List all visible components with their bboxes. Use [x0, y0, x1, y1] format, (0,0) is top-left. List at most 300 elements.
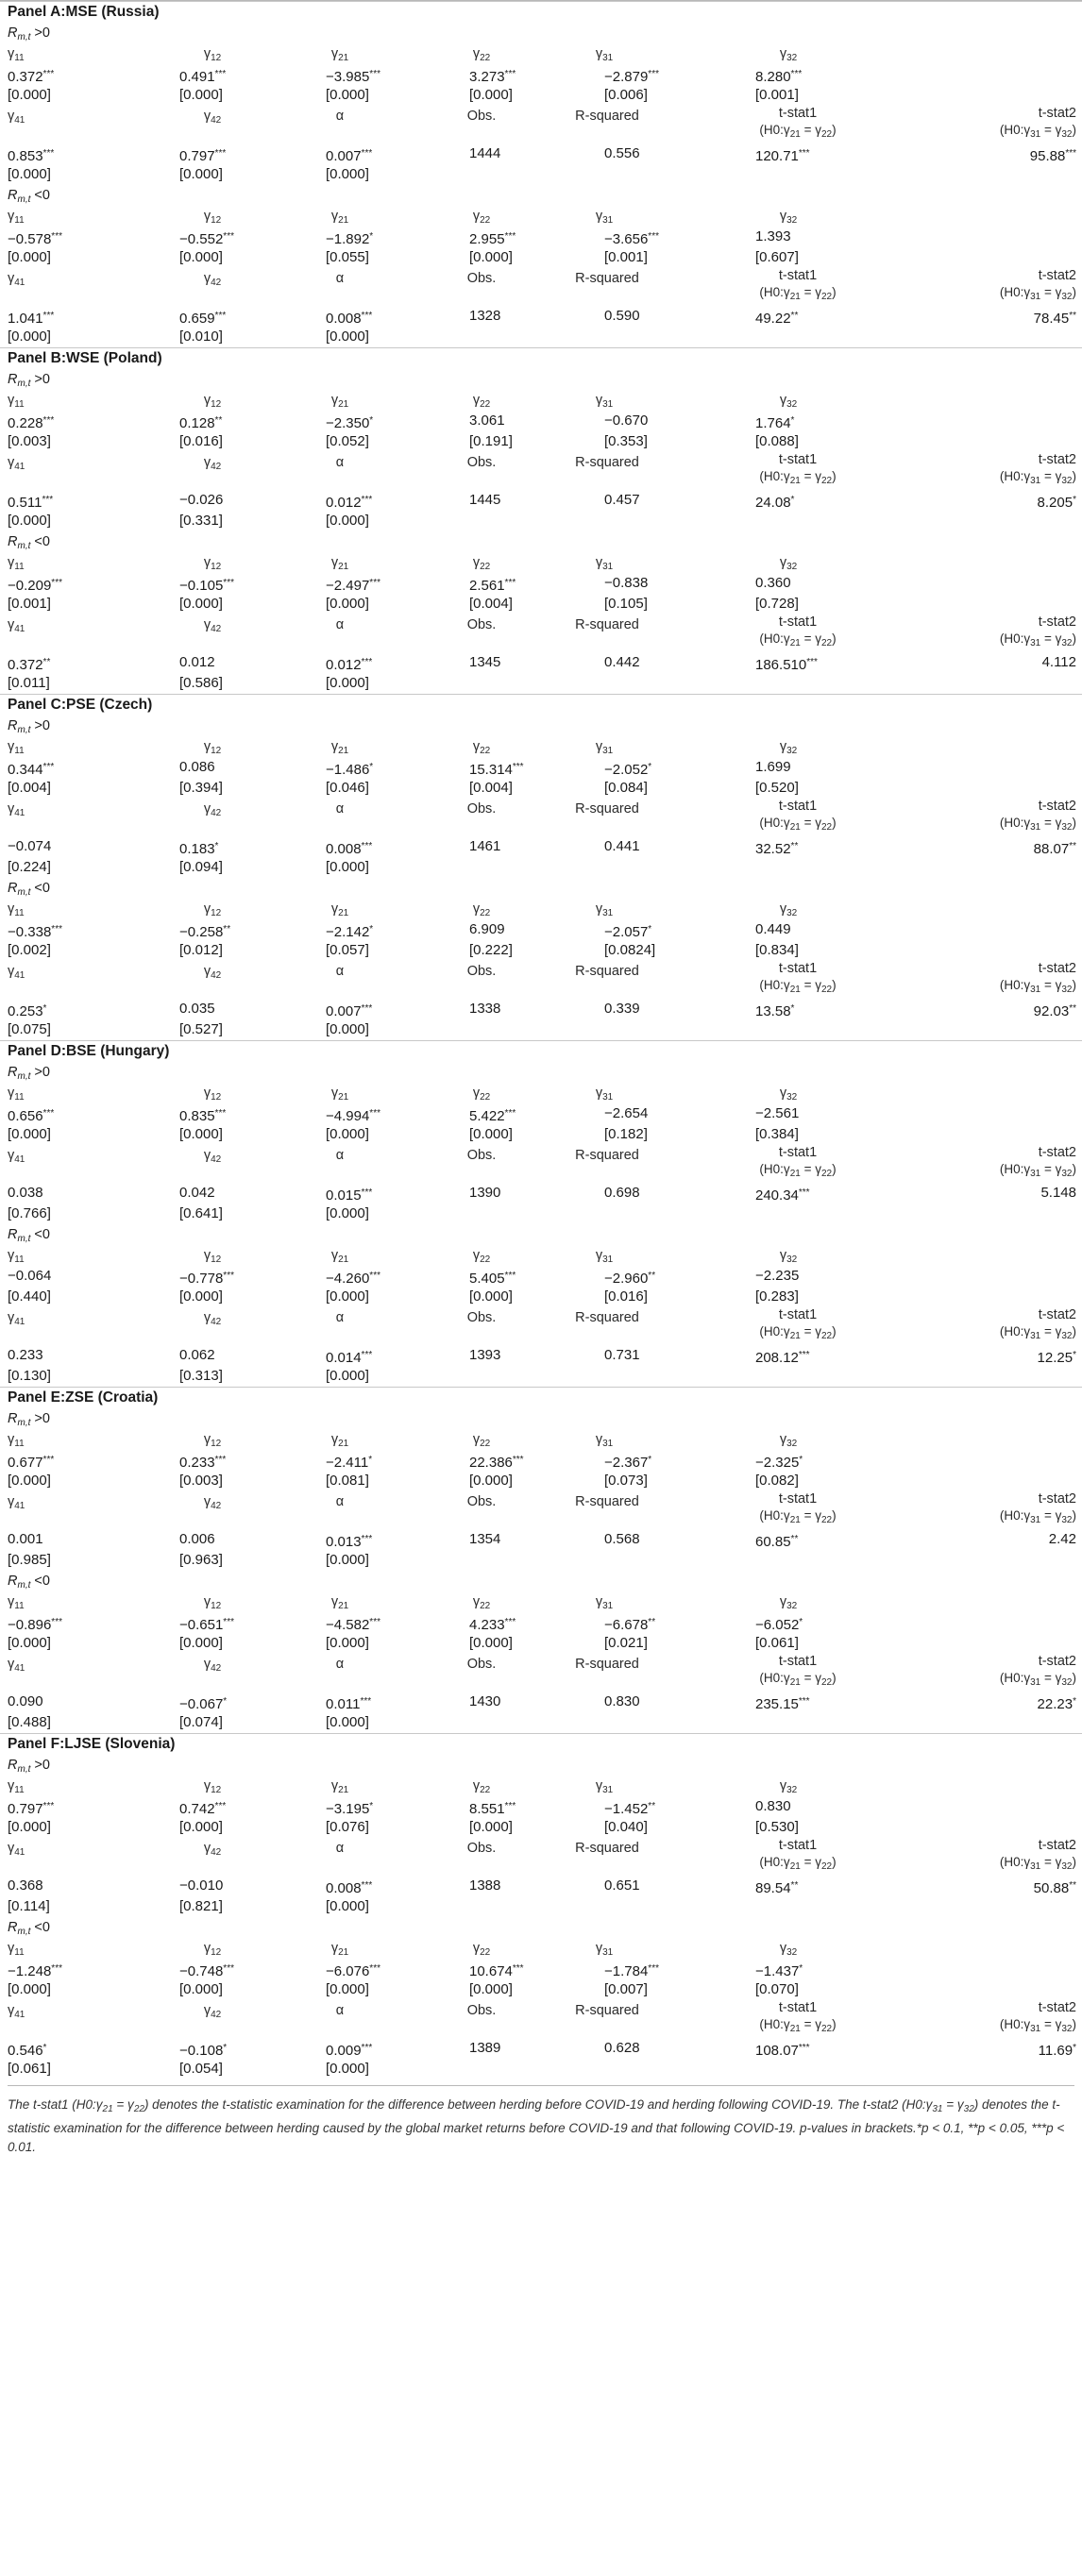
- coef-header-row: [0, 43, 1082, 64]
- stat-value: 1461: [469, 838, 501, 854]
- stat-value: 0.830: [604, 1693, 640, 1709]
- coef-value: −3.195*: [326, 1801, 374, 1817]
- header-tstat1: t-stat1 $(H0:\gamma_{21} = \gamma_{22})$: [759, 1838, 837, 1872]
- header-tstat2: t-stat2 $(H0:\gamma_{31} = \gamma_{32})$: [999, 961, 1076, 995]
- stat-value: 235.15***: [755, 1696, 810, 1712]
- p-value: [0.002]: [8, 942, 51, 958]
- pvalue-row: [0, 857, 1082, 878]
- p-value: [0.000]: [326, 675, 369, 691]
- header-γ21: $\gamma_{21}$: [330, 209, 349, 226]
- p-value: [0.000]: [469, 1473, 513, 1489]
- header-R-squared: R-squared: [575, 1841, 639, 1856]
- coef-value: −2.325*: [755, 1455, 803, 1471]
- header-γ11: $\gamma_{11}$: [8, 1248, 25, 1265]
- header-γ21: $\gamma_{21}$: [330, 739, 349, 756]
- stat-value: 0.546*: [8, 2043, 47, 2059]
- p-value: [0.607]: [755, 249, 799, 265]
- panel-title-row: [0, 1040, 1082, 1062]
- header-tstat2: t-stat2 $(H0:\gamma_{31} = \gamma_{32})$: [999, 452, 1076, 486]
- p-value: [0.001]: [604, 249, 648, 265]
- p-value: [0.130]: [8, 1368, 51, 1384]
- stat-value: 0.368: [8, 1877, 43, 1894]
- p-value: [0.000]: [469, 1126, 513, 1142]
- p-value: [0.070]: [755, 1981, 799, 1997]
- coef-value: −2.879***: [604, 69, 659, 85]
- coef-header-row: [0, 899, 1082, 919]
- p-value: [0.073]: [604, 1473, 648, 1489]
- header-γ32: $\gamma_{32}$: [779, 46, 798, 63]
- stat-value: 0.012: [179, 654, 215, 670]
- coef-value: 4.233***: [469, 1617, 516, 1633]
- header-γ11: $\gamma_{11}$: [8, 901, 25, 918]
- stat-value: 0.008***: [326, 311, 373, 327]
- p-value: [0.000]: [179, 249, 223, 265]
- header-γ32: $\gamma_{32}$: [779, 209, 798, 226]
- pvalue-row: [0, 1124, 1082, 1145]
- stat-value: 0.011***: [326, 1696, 372, 1712]
- coef-value: −1.452**: [604, 1801, 656, 1817]
- stat-value: 49.22**: [755, 311, 799, 327]
- condition-label: $R_{m,t} <0$: [8, 1574, 50, 1591]
- header-γ11: $\gamma_{11}$: [8, 555, 25, 572]
- coef-value: 5.405***: [469, 1271, 516, 1287]
- header-Obs.: Obs.: [466, 801, 497, 817]
- coef-value: 0.677***: [8, 1455, 55, 1471]
- condition-label: $R_{m,t} <0$: [8, 1227, 50, 1244]
- header-α: α: [335, 1494, 345, 1509]
- panel-title-row: [0, 1387, 1082, 1408]
- p-value: [0.000]: [469, 1981, 513, 1997]
- stat-value: 78.45**: [1033, 311, 1076, 327]
- coef-value: 2.955***: [469, 231, 516, 247]
- stat-value-row: [0, 652, 1082, 673]
- p-value: [0.000]: [8, 328, 51, 345]
- coef-header-row: [0, 552, 1082, 573]
- p-value: [0.834]: [755, 942, 799, 958]
- stat-value: 0.038: [8, 1185, 43, 1201]
- coef-value-row: [0, 1959, 1082, 1979]
- p-value: [0.076]: [326, 1819, 369, 1835]
- stat-value: 0.511***: [8, 495, 54, 511]
- p-value: [0.000]: [326, 166, 369, 182]
- coef-value: 0.491***: [179, 69, 227, 85]
- pvalue-row: [0, 1204, 1082, 1224]
- coef-value: 0.233***: [179, 1455, 227, 1471]
- p-value: [0.000]: [326, 1714, 369, 1730]
- p-value: [0.004]: [469, 780, 513, 796]
- header-α: α: [335, 964, 345, 979]
- p-value: [0.000]: [469, 87, 513, 103]
- p-value: [0.000]: [469, 249, 513, 265]
- coef-header-row: [0, 1083, 1082, 1103]
- coef-value: 0.360: [755, 575, 791, 591]
- condition-row: [0, 878, 1082, 899]
- stat-value: 120.71***: [755, 148, 810, 164]
- p-value: [0.000]: [469, 1288, 513, 1305]
- pvalue-row: [0, 1550, 1082, 1571]
- header-γ42: $\gamma_{42}$: [203, 455, 222, 472]
- stat-header-row: [0, 1654, 1082, 1692]
- header-γ41: $\gamma_{41}$: [8, 1148, 25, 1165]
- stat-value: 240.34***: [755, 1187, 810, 1204]
- condition-row: [0, 1062, 1082, 1083]
- p-value: [0.094]: [179, 859, 223, 875]
- p-value: [0.081]: [326, 1473, 369, 1489]
- pvalue-row: [0, 1633, 1082, 1654]
- header-γ21: $\gamma_{21}$: [330, 46, 349, 63]
- header-γ21: $\gamma_{21}$: [330, 1248, 349, 1265]
- header-tstat1: t-stat1 $(H0:\gamma_{21} = \gamma_{22})$: [759, 1307, 837, 1341]
- header-γ31: $\gamma_{31}$: [595, 1086, 614, 1103]
- header-Obs.: Obs.: [466, 617, 497, 632]
- p-value: [0.000]: [179, 1126, 223, 1142]
- p-value: [0.283]: [755, 1288, 799, 1305]
- stat-value: 1328: [469, 308, 501, 324]
- stat-value-row: [0, 1529, 1082, 1550]
- header-R-squared: R-squared: [575, 109, 639, 124]
- header-γ22: $\gamma_{22}$: [472, 901, 491, 918]
- p-value: [0.000]: [8, 87, 51, 103]
- p-value: [0.055]: [326, 249, 369, 265]
- stat-value: 89.54**: [755, 1880, 799, 1896]
- panel-title: Panel B:WSE (Poland): [8, 350, 162, 366]
- header-γ42: $\gamma_{42}$: [203, 109, 222, 126]
- header-γ11: $\gamma_{11}$: [8, 1941, 25, 1958]
- stat-value: 1389: [469, 2040, 501, 2056]
- header-Obs.: Obs.: [466, 1148, 497, 1163]
- header-γ31: $\gamma_{31}$: [595, 393, 614, 410]
- p-value: [0.016]: [604, 1288, 648, 1305]
- stat-value: 0.007***: [326, 1003, 373, 1019]
- stat-value: −0.074: [8, 838, 52, 854]
- header-γ12: $\gamma_{12}$: [203, 46, 222, 63]
- header-γ42: $\gamma_{42}$: [203, 1148, 222, 1165]
- stat-value: 1345: [469, 654, 501, 670]
- p-value: [0.191]: [469, 433, 513, 449]
- coef-value: −1.892*: [326, 231, 374, 247]
- condition-row: [0, 369, 1082, 390]
- condition-label: $R_{m,t} <0$: [8, 188, 50, 205]
- stat-value: 24.08*: [755, 495, 795, 511]
- header-γ42: $\gamma_{42}$: [203, 271, 222, 288]
- stat-value: 0.698: [604, 1185, 640, 1201]
- coef-value: 1.699: [755, 759, 791, 775]
- stat-header-row: [0, 2000, 1082, 2038]
- header-γ41: $\gamma_{41}$: [8, 617, 25, 634]
- header-γ12: $\gamma_{12}$: [203, 1432, 222, 1449]
- stat-value: 1430: [469, 1693, 501, 1709]
- coef-value: −2.497***: [326, 578, 380, 594]
- p-value: [0.963]: [179, 1552, 223, 1568]
- header-γ21: $\gamma_{21}$: [330, 555, 349, 572]
- header-γ32: $\gamma_{32}$: [779, 1432, 798, 1449]
- condition-label: $R_{m,t} >0$: [8, 372, 50, 389]
- header-γ41: $\gamma_{41}$: [8, 1841, 25, 1858]
- pvalue-row: [0, 431, 1082, 452]
- p-value: [0.082]: [755, 1473, 799, 1489]
- stat-value-row: [0, 999, 1082, 1019]
- stat-value: 0.731: [604, 1347, 640, 1363]
- coef-value: −0.778***: [179, 1271, 234, 1287]
- condition-label: $R_{m,t} >0$: [8, 718, 50, 735]
- stat-header-row: [0, 1838, 1082, 1876]
- p-value: [0.000]: [326, 596, 369, 612]
- pvalue-row: [0, 1979, 1082, 2000]
- header-γ32: $\gamma_{32}$: [779, 1778, 798, 1795]
- p-value: [0.331]: [179, 513, 223, 529]
- p-value: [0.061]: [755, 1635, 799, 1651]
- header-γ42: $\gamma_{42}$: [203, 801, 222, 818]
- header-γ31: $\gamma_{31}$: [595, 209, 614, 226]
- p-value: [0.313]: [179, 1368, 223, 1384]
- p-value: [0.000]: [8, 1819, 51, 1835]
- header-γ22: $\gamma_{22}$: [472, 46, 491, 63]
- p-value: [0.040]: [604, 1819, 648, 1835]
- header-γ42: $\gamma_{42}$: [203, 2003, 222, 2020]
- coef-value-row: [0, 919, 1082, 940]
- coef-value: 0.128**: [179, 415, 223, 431]
- stat-header-row: [0, 961, 1082, 999]
- coef-value: 0.228***: [8, 415, 55, 431]
- condition-row: [0, 23, 1082, 43]
- coef-value: 22.386***: [469, 1455, 524, 1471]
- p-value: [0.003]: [179, 1473, 223, 1489]
- stat-value-row: [0, 1692, 1082, 1712]
- coef-value: 0.797***: [8, 1801, 55, 1817]
- header-γ11: $\gamma_{11}$: [8, 1778, 25, 1795]
- header-γ12: $\gamma_{12}$: [203, 1941, 222, 1958]
- pvalue-row: [0, 594, 1082, 615]
- header-R-squared: R-squared: [575, 2003, 639, 2018]
- condition-label: $R_{m,t} >0$: [8, 1758, 50, 1775]
- pvalue-row: [0, 511, 1082, 531]
- pvalue-row: [0, 673, 1082, 694]
- header-γ11: $\gamma_{11}$: [8, 1432, 25, 1449]
- coef-value: −2.960**: [604, 1271, 656, 1287]
- condition-row: [0, 1571, 1082, 1591]
- header-γ22: $\gamma_{22}$: [472, 209, 491, 226]
- p-value: [0.000]: [8, 1126, 51, 1142]
- header-tstat2: t-stat2 $(H0:\gamma_{31} = \gamma_{32})$: [999, 1307, 1076, 1341]
- stat-value: 0.007***: [326, 148, 373, 164]
- stat-value: 1445: [469, 492, 501, 508]
- pvalue-row: [0, 940, 1082, 961]
- coef-header-row: [0, 736, 1082, 757]
- coef-value: −2.367*: [604, 1455, 652, 1471]
- p-value: [0.004]: [8, 780, 51, 796]
- header-tstat1: t-stat1 $(H0:\gamma_{21} = \gamma_{22})$: [759, 1491, 837, 1525]
- stat-value-row: [0, 836, 1082, 857]
- header-γ21: $\gamma_{21}$: [330, 1594, 349, 1611]
- coef-value: −6.052*: [755, 1617, 803, 1633]
- stat-value: −0.010: [179, 1877, 224, 1894]
- p-value: [0.000]: [469, 1635, 513, 1651]
- header-γ32: $\gamma_{32}$: [779, 901, 798, 918]
- stat-value: 5.148: [1040, 1185, 1076, 1201]
- p-value: [0.766]: [8, 1205, 51, 1221]
- condition-label: $R_{m,t} >0$: [8, 1065, 50, 1082]
- p-value: [0.052]: [326, 433, 369, 449]
- header-γ32: $\gamma_{32}$: [779, 1086, 798, 1103]
- coef-header-row: [0, 390, 1082, 411]
- header-R-squared: R-squared: [575, 964, 639, 979]
- coef-value-row: [0, 573, 1082, 594]
- header-tstat2: t-stat2 $(H0:\gamma_{31} = \gamma_{32})$: [999, 799, 1076, 833]
- p-value: [0.000]: [8, 249, 51, 265]
- coef-value: 0.742***: [179, 1801, 227, 1817]
- stat-value: 1338: [469, 1001, 501, 1017]
- p-value: [0.088]: [755, 433, 799, 449]
- p-value: [0.394]: [179, 780, 223, 796]
- header-γ31: $\gamma_{31}$: [595, 1432, 614, 1449]
- header-γ12: $\gamma_{12}$: [203, 901, 222, 918]
- coef-value: −0.064: [8, 1268, 52, 1284]
- stat-value: 0.659***: [179, 311, 227, 327]
- coef-header-row: [0, 1245, 1082, 1266]
- stat-value: 0.590: [604, 308, 640, 324]
- stat-value: 12.25*: [1037, 1350, 1076, 1366]
- coef-value-row: [0, 757, 1082, 778]
- p-value: [0.016]: [179, 433, 223, 449]
- header-tstat2: t-stat2 $(H0:\gamma_{31} = \gamma_{32})$: [999, 106, 1076, 140]
- p-value: [0.000]: [8, 1981, 51, 1997]
- p-value: [0.000]: [8, 166, 51, 182]
- stat-value: 108.07***: [755, 2043, 810, 2059]
- header-R-squared: R-squared: [575, 1494, 639, 1509]
- coef-value: −0.209***: [8, 578, 62, 594]
- stat-value: 0.035: [179, 1001, 215, 1017]
- coef-value: 0.449: [755, 921, 791, 937]
- p-value: [0.384]: [755, 1126, 799, 1142]
- coef-value: −2.235: [755, 1268, 800, 1284]
- p-value: [0.000]: [326, 1981, 369, 1997]
- pvalue-row: [0, 1287, 1082, 1307]
- p-value: [0.000]: [326, 1205, 369, 1221]
- p-value: [0.353]: [604, 433, 648, 449]
- coef-value: 1.764*: [755, 415, 795, 431]
- panel-title: Panel F:LJSE (Slovenia): [8, 1736, 176, 1752]
- stat-value: 186.510***: [755, 657, 818, 673]
- coef-value: 0.372***: [8, 69, 55, 85]
- stat-value: 88.07**: [1033, 841, 1076, 857]
- condition-row: [0, 716, 1082, 736]
- p-value: [0.0824]: [604, 942, 656, 958]
- condition-label: $R_{m,t} <0$: [8, 1920, 50, 1937]
- coef-value: −4.582***: [326, 1617, 380, 1633]
- coef-value: −2.057*: [604, 924, 652, 940]
- header-γ12: $\gamma_{12}$: [203, 1248, 222, 1265]
- stat-value: 2.42: [1048, 1531, 1076, 1547]
- stat-value: 1393: [469, 1347, 501, 1363]
- header-tstat1: t-stat1 $(H0:\gamma_{21} = \gamma_{22})$: [759, 106, 837, 140]
- stat-value: 208.12***: [755, 1350, 810, 1366]
- stat-value: 32.52**: [755, 841, 799, 857]
- p-value: [0.000]: [8, 513, 51, 529]
- stat-header-row: [0, 106, 1082, 143]
- stat-value: 60.85**: [755, 1534, 799, 1550]
- panel-title-row: [0, 347, 1082, 369]
- stat-value: 0.012***: [326, 657, 373, 673]
- p-value: [0.440]: [8, 1288, 51, 1305]
- p-value: [0.001]: [755, 87, 799, 103]
- coef-value: −6.678**: [604, 1617, 656, 1633]
- header-R-squared: R-squared: [575, 1148, 639, 1163]
- header-γ12: $\gamma_{12}$: [203, 739, 222, 756]
- header-α: α: [335, 1657, 345, 1672]
- header-γ42: $\gamma_{42}$: [203, 1657, 222, 1674]
- stat-value-row: [0, 490, 1082, 511]
- header-γ12: $\gamma_{12}$: [203, 393, 222, 410]
- p-value: [0.004]: [469, 596, 513, 612]
- coef-value-row: [0, 1266, 1082, 1287]
- p-value: [0.520]: [755, 780, 799, 796]
- stat-value: 0.372**: [8, 657, 51, 673]
- p-value: [0.000]: [326, 1552, 369, 1568]
- header-tstat2: t-stat2 $(H0:\gamma_{31} = \gamma_{32})$: [999, 615, 1076, 648]
- panel-title-row: [0, 1733, 1082, 1755]
- header-α: α: [335, 801, 345, 817]
- header-γ31: $\gamma_{31}$: [595, 901, 614, 918]
- p-value: [0.000]: [179, 166, 223, 182]
- header-γ41: $\gamma_{41}$: [8, 2003, 25, 2020]
- header-Obs.: Obs.: [466, 2003, 497, 2018]
- coef-value: −3.985***: [326, 69, 380, 85]
- header-γ22: $\gamma_{22}$: [472, 1778, 491, 1795]
- p-value: [0.222]: [469, 942, 513, 958]
- p-value: [0.001]: [8, 596, 51, 612]
- header-tstat1: t-stat1 $(H0:\gamma_{21} = \gamma_{22})$: [759, 2000, 837, 2034]
- header-γ22: $\gamma_{22}$: [472, 1086, 491, 1103]
- stat-value: 0.009***: [326, 2043, 373, 2059]
- coef-value-row: [0, 64, 1082, 85]
- stat-value: 1444: [469, 145, 501, 161]
- header-γ21: $\gamma_{21}$: [330, 1432, 349, 1449]
- pvalue-row: [0, 247, 1082, 268]
- p-value: [0.000]: [326, 328, 369, 345]
- coef-value: −1.784***: [604, 1963, 659, 1979]
- stat-value: 0.062: [179, 1347, 215, 1363]
- header-γ22: $\gamma_{22}$: [472, 555, 491, 572]
- coef-value: −0.838: [604, 575, 649, 591]
- header-tstat1: t-stat1 $(H0:\gamma_{21} = \gamma_{22})$: [759, 1145, 837, 1179]
- p-value: [0.000]: [326, 1126, 369, 1142]
- coef-value: −4.994***: [326, 1108, 380, 1124]
- p-value: [0.000]: [179, 596, 223, 612]
- header-γ42: $\gamma_{42}$: [203, 1494, 222, 1511]
- coef-header-row: [0, 1776, 1082, 1796]
- header-γ32: $\gamma_{32}$: [779, 393, 798, 410]
- coef-value: 0.086: [179, 759, 215, 775]
- pvalue-row: [0, 1712, 1082, 1733]
- p-value: [0.000]: [326, 1021, 369, 1037]
- stat-header-row: [0, 268, 1082, 306]
- p-value: [0.000]: [8, 1635, 51, 1651]
- header-tstat2: t-stat2 $(H0:\gamma_{31} = \gamma_{32})$: [999, 1145, 1076, 1179]
- stat-value: 13.58*: [755, 1003, 795, 1019]
- pvalue-row: [0, 1896, 1082, 1917]
- header-γ32: $\gamma_{32}$: [779, 1248, 798, 1265]
- header-R-squared: R-squared: [575, 271, 639, 286]
- stat-value-row: [0, 143, 1082, 164]
- stat-value: 92.03**: [1033, 1003, 1076, 1019]
- header-γ31: $\gamma_{31}$: [595, 1248, 614, 1265]
- header-R-squared: R-squared: [575, 1657, 639, 1672]
- header-γ31: $\gamma_{31}$: [595, 739, 614, 756]
- p-value: [0.000]: [8, 1473, 51, 1489]
- stat-value: 0.651: [604, 1877, 640, 1894]
- p-value: [0.530]: [755, 1819, 799, 1835]
- header-γ22: $\gamma_{22}$: [472, 1594, 491, 1611]
